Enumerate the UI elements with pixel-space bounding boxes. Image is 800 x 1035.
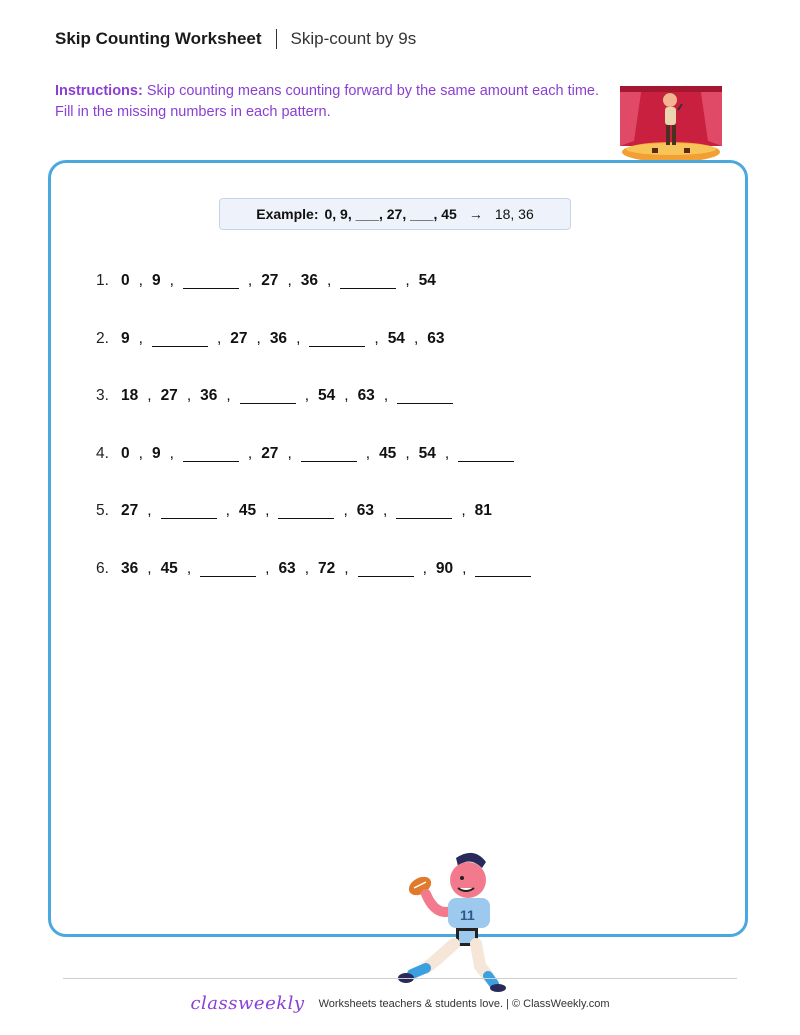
problem-number: 5. (96, 502, 109, 520)
separator-comma: , (265, 502, 270, 520)
separator-comma: , (327, 272, 332, 289)
problem-row (96, 330, 445, 348)
answer-blank[interactable] (278, 517, 334, 519)
answer-blank[interactable] (396, 517, 452, 519)
sequence-number: 27 (160, 387, 178, 405)
worksheet-title: Skip Counting Worksheet (55, 29, 262, 48)
sequence-number: 18 (121, 387, 139, 405)
sequence-number: 63 (357, 387, 375, 405)
sequence-number: 27 (230, 329, 248, 347)
example-sequence: 0, 9, ___, 27, ___, 45 (324, 206, 457, 222)
sequence-number: 45 (238, 502, 257, 520)
answer-blank[interactable] (200, 575, 256, 577)
footer (0, 993, 800, 1014)
sequence-number: 72 (318, 560, 336, 577)
worksheet-subtitle: Skip-count by 9s (290, 29, 417, 48)
problem-row (96, 272, 436, 290)
sequence-number: 81 (474, 502, 492, 520)
sequence-number: 27 (261, 272, 279, 289)
sequence-number: 36 (200, 387, 218, 405)
instructions-body: Skip counting means counting forward by the same amount each time. Fill in the missing numbers in each pattern. (55, 83, 600, 120)
separator-comma: , (422, 560, 427, 577)
answer-blank[interactable] (301, 460, 357, 462)
problem-row (96, 387, 453, 405)
sequence-number: 45 (160, 560, 178, 577)
separator-comma: , (383, 387, 389, 405)
sequence-number: 54 (418, 444, 436, 462)
problem-number: 4. (96, 444, 109, 462)
sequence-number: 36 (269, 329, 288, 347)
separator-comma: , (138, 444, 143, 462)
separator-comma: , (413, 329, 419, 347)
problem-number: 6. (96, 560, 109, 577)
answer-blank[interactable] (183, 460, 239, 462)
separator-comma: , (462, 560, 467, 577)
separator-comma: , (287, 444, 292, 462)
problem-row (96, 445, 514, 463)
answer-blank[interactable] (240, 402, 296, 404)
example-box (219, 198, 571, 230)
sequence-number: 9 (121, 329, 130, 347)
separator-comma: , (225, 502, 230, 520)
sequence-number: 9 (151, 444, 161, 462)
separator-comma: , (216, 329, 222, 347)
brand-logo: classweekly (190, 993, 305, 1014)
sequence-number: 36 (300, 272, 318, 289)
problem-number: 1. (96, 272, 109, 289)
example-answer: 18, 36 (494, 206, 534, 222)
separator-comma: , (405, 444, 410, 462)
separator-comma: , (265, 560, 270, 577)
sequence-number: 9 (151, 272, 161, 289)
separator-comma: , (138, 329, 143, 347)
stage-singer-illustration (620, 86, 722, 164)
sequence-number: 0 (121, 444, 130, 462)
separator-comma: , (287, 272, 292, 289)
answer-blank[interactable] (183, 287, 239, 289)
sequence-number: 90 (435, 560, 454, 577)
sequence-number: 63 (427, 329, 445, 347)
answer-blank[interactable] (309, 345, 365, 347)
example-arrow: → (468, 206, 483, 222)
answer-blank[interactable] (358, 575, 414, 577)
separator-comma: , (365, 444, 371, 462)
sequence-number: 27 (261, 444, 279, 462)
separator-comma: , (256, 329, 261, 347)
separator-comma: , (444, 444, 450, 462)
sequence-number: 27 (121, 502, 139, 520)
footer-divider (63, 978, 737, 979)
separator-comma: , (304, 387, 309, 405)
footer-text: Worksheets teachers & students love. | © ClassWeekly.com (318, 997, 610, 1010)
separator-comma: , (138, 272, 143, 289)
sequence-number: 54 (387, 329, 405, 347)
problem-number: 3. (96, 387, 109, 405)
separator-comma: , (169, 272, 174, 289)
answer-blank[interactable] (340, 287, 396, 289)
answer-blank[interactable] (458, 460, 514, 462)
worksheet-card (48, 160, 748, 937)
separator-comma: , (344, 560, 349, 577)
separator-comma: , (147, 502, 152, 520)
sequence-number: 36 (121, 560, 139, 577)
problem-number: 2. (96, 329, 109, 347)
answer-blank[interactable] (475, 575, 531, 577)
sequence-number: 63 (356, 502, 374, 520)
separator-comma: , (186, 560, 192, 577)
answer-blank[interactable] (397, 402, 453, 404)
separator-comma: , (343, 502, 348, 520)
separator-comma: , (461, 502, 466, 520)
separator-comma: , (186, 387, 192, 405)
separator-comma: , (247, 444, 253, 462)
sequence-number: 45 (379, 444, 397, 462)
separator-comma: , (304, 560, 309, 577)
separator-comma: , (344, 387, 349, 405)
sequence-number: 54 (318, 387, 336, 405)
instructions (55, 81, 600, 123)
separator-comma: , (296, 329, 301, 347)
svg-text:11: 11 (460, 907, 475, 923)
problem-row (96, 502, 492, 520)
separator-comma: , (226, 387, 231, 405)
separator-comma: , (374, 329, 379, 347)
separator-comma: , (247, 272, 253, 289)
sequence-number: 0 (121, 272, 130, 289)
problem-row (96, 560, 531, 578)
header-divider (276, 29, 277, 49)
worksheet-header (55, 29, 416, 49)
sequence-number: 63 (278, 560, 296, 577)
answer-blank[interactable] (152, 345, 208, 347)
separator-comma: , (405, 272, 410, 289)
answer-blank[interactable] (161, 517, 217, 519)
separator-comma: , (147, 560, 152, 577)
separator-comma: , (383, 502, 388, 520)
instructions-lead: Instructions: (55, 83, 143, 99)
separator-comma: , (147, 387, 152, 405)
sequence-number: 54 (418, 272, 436, 289)
football-player-illustration (396, 848, 506, 993)
example-label: Example: (256, 206, 319, 222)
separator-comma: , (169, 444, 174, 462)
